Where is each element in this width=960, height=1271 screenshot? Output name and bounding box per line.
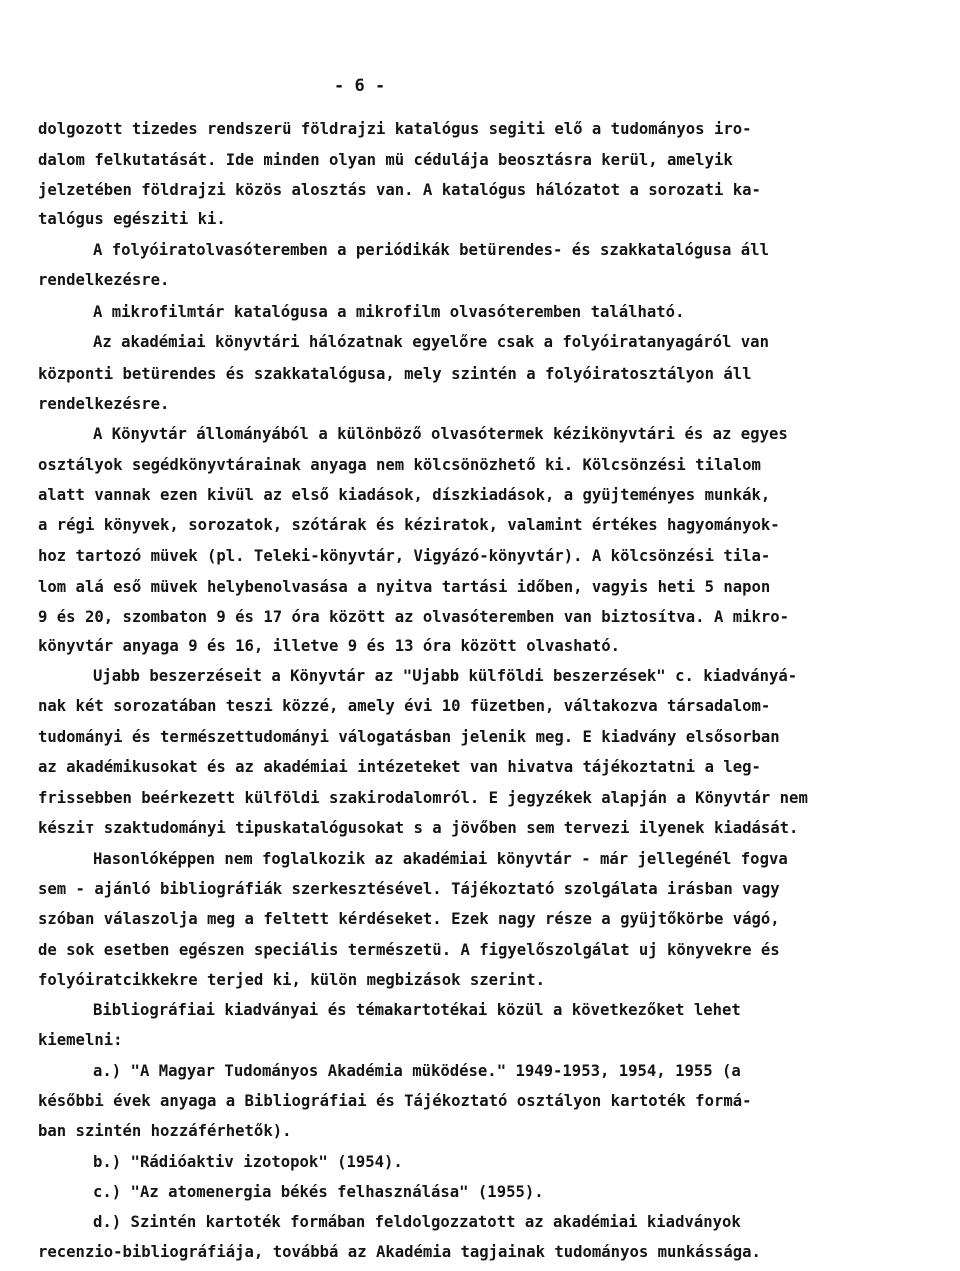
text-line: a.) "A Magyar Tudományos Akadémia müködése." 1949-1953, 1954, 1955 (a [93, 1062, 741, 1080]
text-line: központi betürendes és szakkatalógusa, mely szintén a folyóiratosztályon áll [38, 365, 752, 383]
text-line: 9 és 20, szombaton 9 és 17 óra között az olvasóteremben van biztosítva. A mikro- [38, 608, 790, 626]
text-line: recenzio-bibliográfiája, továbbá az Akadémia tagjainak tudományos munkássága. [38, 1243, 761, 1261]
text-line: a régi könyvek, sorozatok, szótárak és kéziratok, valamint értékes hagyományok- [38, 516, 780, 534]
text-line: rendelkezésre. [38, 395, 170, 413]
text-line: dalom felkutatását. Ide minden olyan mü cédulája beosztásra kerül, amelyik [38, 151, 733, 169]
text-line: frissebben beérkezett külföldi szakirodalomról. E jegyzékek alapján a Könyvtár nem [38, 789, 808, 807]
text-line: c.) "Az atomenergia békés felhasználása" (1955). [93, 1183, 544, 1201]
text-line: szóban válaszolja meg a feltett kérdéseket. Ezek nagy része a gyüjtőkörbe vágó, [38, 910, 780, 928]
text-line: dolgozott tizedes rendszerü földrajzi katalógus segiti elő a tudományos iro- [38, 120, 752, 138]
text-line: folyóiratcikkekre terjed ki, külön megbizások szerint. [38, 971, 545, 989]
page-number: - 6 - [334, 76, 386, 96]
text-line: alatt vannak ezen kivül az első kiadások, díszkiadások, a gyüjteményes munkák, [38, 486, 771, 504]
text-line: lom alá eső müvek helybenolvasása a nyitva tartási időben, vagyis heti 5 napon [38, 578, 771, 596]
text-line: A Könyvtár állományából a különböző olvasótermek kézikönyvtári és az egyes [93, 425, 788, 443]
text-line: talógus egésziti ki. [38, 210, 226, 228]
text-line: ban szintén hozzáférhetők). [38, 1122, 292, 1140]
text-line: Hasonlóképpen nem foglalkozik az akadémiai könyvtár - már jellegénél fogva [93, 850, 788, 868]
text-line: könyvtár anyaga 9 és 16, illetve 9 és 13 óra között olvasható. [38, 637, 621, 655]
text-line: tudományi és természettudományi válogatásban jelenik meg. E kiadvány elsősorban [38, 728, 780, 746]
text-line: Az akadémiai könyvtári hálózatnak egyelőre csak a folyóiratanyagáról van [93, 333, 769, 351]
text-line: de sok esetben egészen speciális természetü. A figyelőszolgálat uj könyvekre és [38, 941, 780, 959]
text-line: sem - ajánló bibliográfiák szerkesztésével. Tájékoztató szolgálata irásban vagy [38, 880, 780, 898]
text-line: nak két sorozatában teszi közzé, amely évi 10 füzetben, váltakozva társadalom- [38, 697, 771, 715]
text-line: A folyóiratolvasóteremben a periódikák betürendes- és szakkatalógusa áll [93, 241, 769, 259]
text-line: A mikrofilmtár katalógusa a mikrofilm olvasóteremben található. [93, 303, 685, 321]
text-line: késziт szaktudományi tipuskatalógusokat s a jövőben sem tervezi ilyenek kiadását. [38, 819, 799, 837]
text-line: Ujabb beszerzéseit a Könyvtár az "Ujabb külföldi beszerzések" c. kiadványá- [93, 667, 798, 685]
text-line: az akadémikusokat és az akadémiai intézeteket van hivatva tájékoztatni a leg- [38, 758, 761, 776]
text-line: b.) "Rádióaktiv izotopok" (1954). [93, 1153, 403, 1171]
text-line: Bibliográfiai kiadványai és témakartotékai közül a következőket lehet [93, 1001, 741, 1019]
text-line: kiemelni: [38, 1031, 123, 1049]
text-line: rendelkezésre. [38, 271, 170, 289]
text-line: későbbi évek anyaga a Bibliográfiai és Tájékoztató osztályon kartoték formá- [38, 1092, 752, 1110]
text-line: d.) Szintén kartoték formában feldolgozzatott az akadémiai kiadványok [93, 1213, 741, 1231]
text-line: osztályok segédkönyvtárainak anyaga nem kölcsönözhető ki. Kölcsönzési tilalom [38, 456, 761, 474]
text-line: jelzetében földrajzi közös alosztás van. A katalógus hálózatot a sorozati ka- [38, 181, 761, 199]
text-line: hoz tartozó müvek (pl. Teleki-könyvtár, Vigyázó-könyvtár). A kölcsönzési tila- [38, 547, 771, 565]
